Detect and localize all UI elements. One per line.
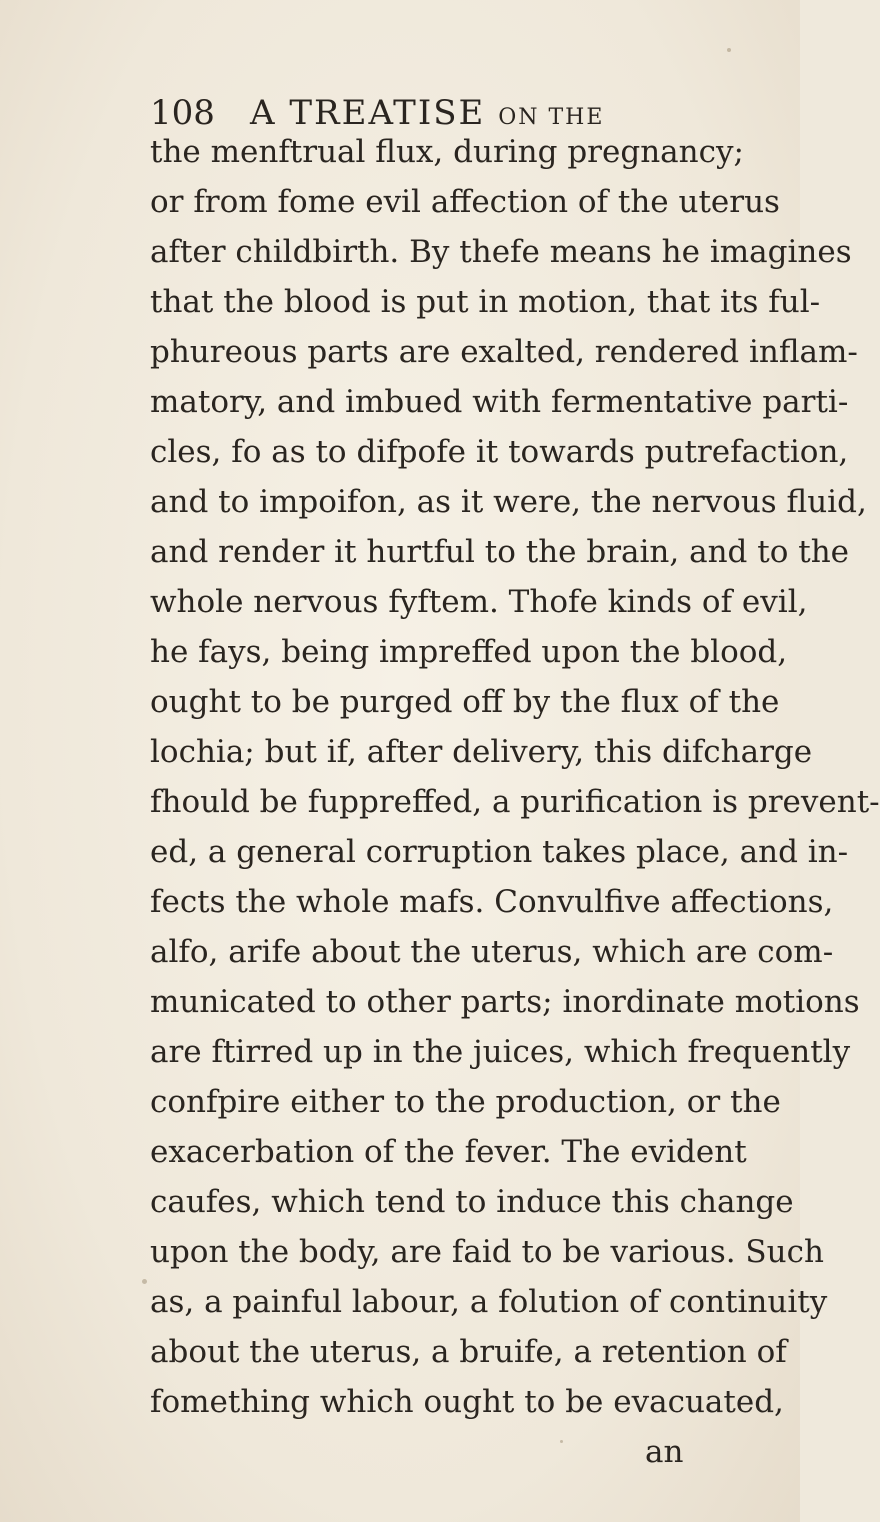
text-line: caufes, which tend to induce this change: [150, 1184, 794, 1220]
text-line: municated to other parts; inordinate motions: [150, 984, 860, 1020]
text-line: as, a painful labour, a folution of continuity: [150, 1284, 828, 1320]
catchword: an: [645, 1434, 684, 1470]
text-line: whole nervous fyftem. Thofe kinds of evil,: [150, 584, 808, 620]
text-line: matory, and imbued with fermentative parti-: [150, 384, 849, 420]
text-line: are ftirred up in the juices, which frequently: [150, 1034, 851, 1070]
text-line: fhould be fuppreffed, a purification is prevent-: [150, 784, 880, 820]
text-line: ought to be purged off by the flux of the: [150, 684, 780, 720]
text-line: that the blood is put in motion, that its ful-: [150, 284, 821, 320]
text-line: fomething which ought to be evacuated,: [150, 1384, 784, 1420]
page-number: 108: [150, 93, 215, 133]
text-line: cles, fo as to difpofe it towards putrefaction,: [150, 434, 849, 470]
text-line: phureous parts are exalted, rendered inflam-: [150, 334, 858, 370]
paper-speck: [142, 1279, 147, 1284]
text-line: or from fome evil affection of the uterus: [150, 184, 780, 220]
running-head-suffix: ON THE: [498, 105, 605, 130]
text-line: fects the whole mafs. Convulfive affections,: [150, 884, 834, 920]
paper-speck: [560, 1440, 563, 1443]
text-line: lochia; but if, after delivery, this difcharge: [150, 734, 813, 770]
text-line: exacerbation of the fever. The evident: [150, 1134, 747, 1170]
text-line: about the uterus, a bruife, a retention of: [150, 1334, 787, 1370]
text-line: after childbirth. By thefe means he imagines: [150, 234, 852, 270]
text-line: the menftrual flux, during pregnancy;: [150, 134, 744, 170]
text-line: and to impoifon, as it were, the nervous fluid,: [150, 484, 867, 520]
text-line: alfo, arife about the uterus, which are com-: [150, 934, 834, 970]
text-line: he fays, being impreffed upon the blood,: [150, 634, 788, 670]
text-line: confpire either to the production, or the: [150, 1084, 781, 1120]
text-line: and render it hurtful to the brain, and to the: [150, 534, 849, 570]
text-line: ed, a general corruption takes place, and in-: [150, 834, 849, 870]
text-line: upon the body, are faid to be various. Such: [150, 1234, 824, 1270]
running-head-title: A TREATISE: [250, 93, 486, 133]
paper-speck: [727, 48, 731, 52]
